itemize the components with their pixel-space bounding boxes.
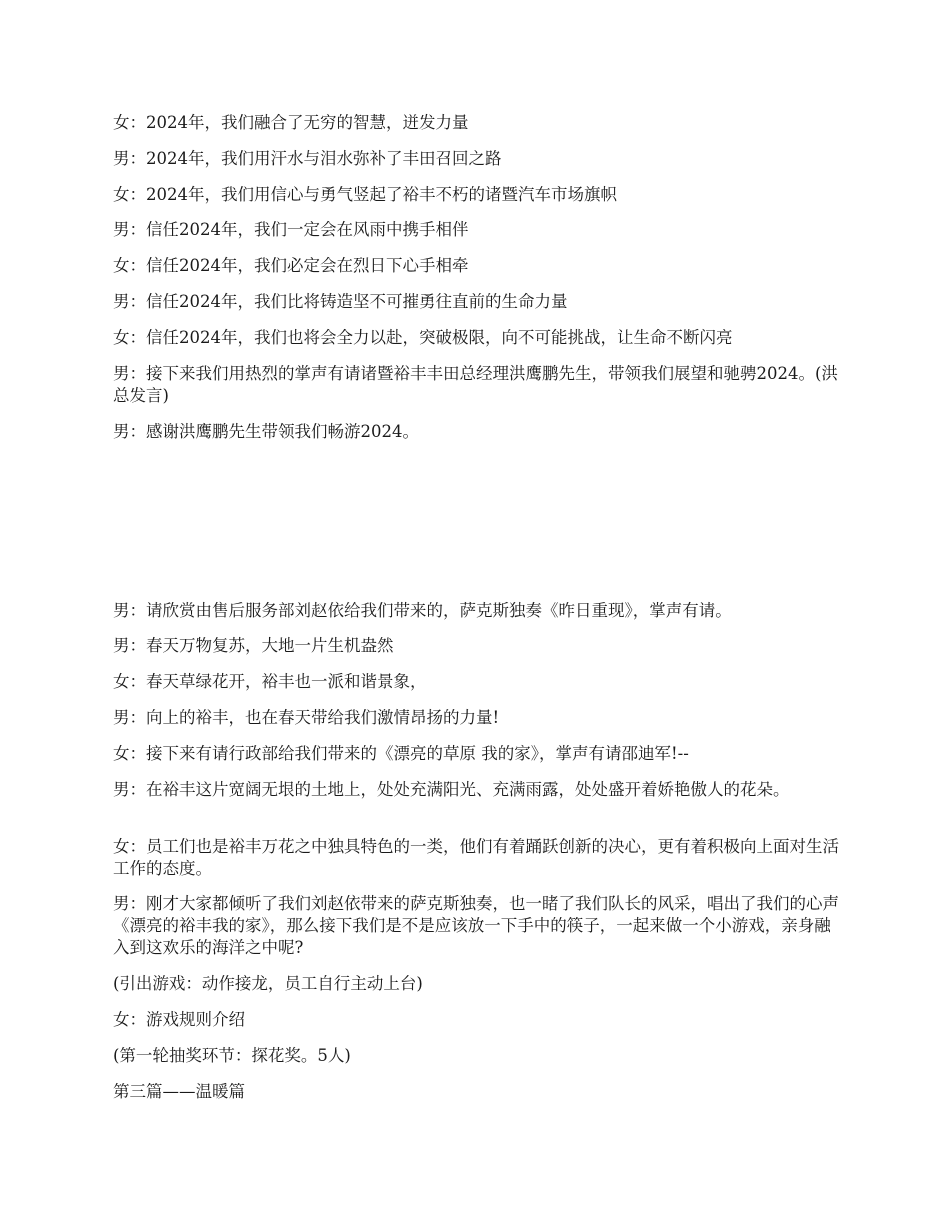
dialogue-line: 男：2024年，我们用汗水与泪水弥补了丰田召回之路 <box>113 149 502 168</box>
dialogue-line: 男：刚才大家都倾听了我们刘赵依带来的萨克斯独奏，也一睹了我们队长的风采，唱出了我们的心声《漂亮的裕丰我的家》，那么接下我们是不是应该放一下手中的筷子，一起来做一个小游戏，亲身融入到这欢乐的海洋之中呢? <box>113 894 839 957</box>
stage-direction: (引出游戏：动作接龙，员工自行主动上台) <box>113 974 423 993</box>
dialogue-line: 女：信任2024年，我们也将会全力以赴，突破极限，向不可能挑战，让生命不断闪亮 <box>113 328 733 347</box>
dialogue-line: 男：在裕丰这片宽阔无垠的土地上，处处充满阳光、充满雨露，处处盛开着娇艳傲人的花朵。 <box>113 780 790 799</box>
dialogue-line: 女：2024年，我们融合了无穷的智慧，迸发力量 <box>113 113 469 132</box>
dialogue-line: 男：向上的裕丰，也在春天带给我们激情昂扬的力量! <box>113 708 500 727</box>
dialogue-line: 女：春天草绿花开，裕丰也一派和谐景象， <box>113 672 427 691</box>
dialogue-line: 男：感谢洪鹰鹏先生带领我们畅游2024。 <box>113 422 419 441</box>
section-heading: 第三篇——温暖篇 <box>113 1082 245 1101</box>
stage-direction: (第一轮抽奖环节：探花奖。5人) <box>113 1046 351 1065</box>
dialogue-line: 男：信任2024年，我们比将铸造坚不可摧勇往直前的生命力量 <box>113 292 568 311</box>
dialogue-line: 女：游戏规则介绍 <box>113 1010 245 1029</box>
dialogue-line: 女：员工们也是裕丰万花之中独具特色的一类，他们有着踊跃创新的决心，更有着积极向上面对生活工作的态度。 <box>113 837 839 878</box>
dialogue-line: 女：2024年，我们用信心与勇气竖起了裕丰不朽的诸暨汽车市场旗帜 <box>113 185 617 204</box>
dialogue-line: 男：信任2024年，我们一定会在风雨中携手相伴 <box>113 220 469 239</box>
dialogue-line: 男：接下来我们用热烈的掌声有请诸暨裕丰丰田总经理洪鹰鹏先生，带领我们展望和驰骋2024。(洪总发言) <box>113 364 838 405</box>
dialogue-line: 男：春天万物复苏，大地一片生机盎然 <box>113 636 394 655</box>
dialogue-line: 女：信任2024年，我们必定会在烈日下心手相牵 <box>113 256 469 275</box>
dialogue-line: 男：请欣赏由售后服务部刘赵依给我们带来的，萨克斯独奏《昨日重现》，掌声有请。 <box>113 601 732 620</box>
dialogue-line: 女：接下来有请行政部给我们带来的《漂亮的草原 我的家》，掌声有请邵迪军!-- <box>113 744 689 763</box>
